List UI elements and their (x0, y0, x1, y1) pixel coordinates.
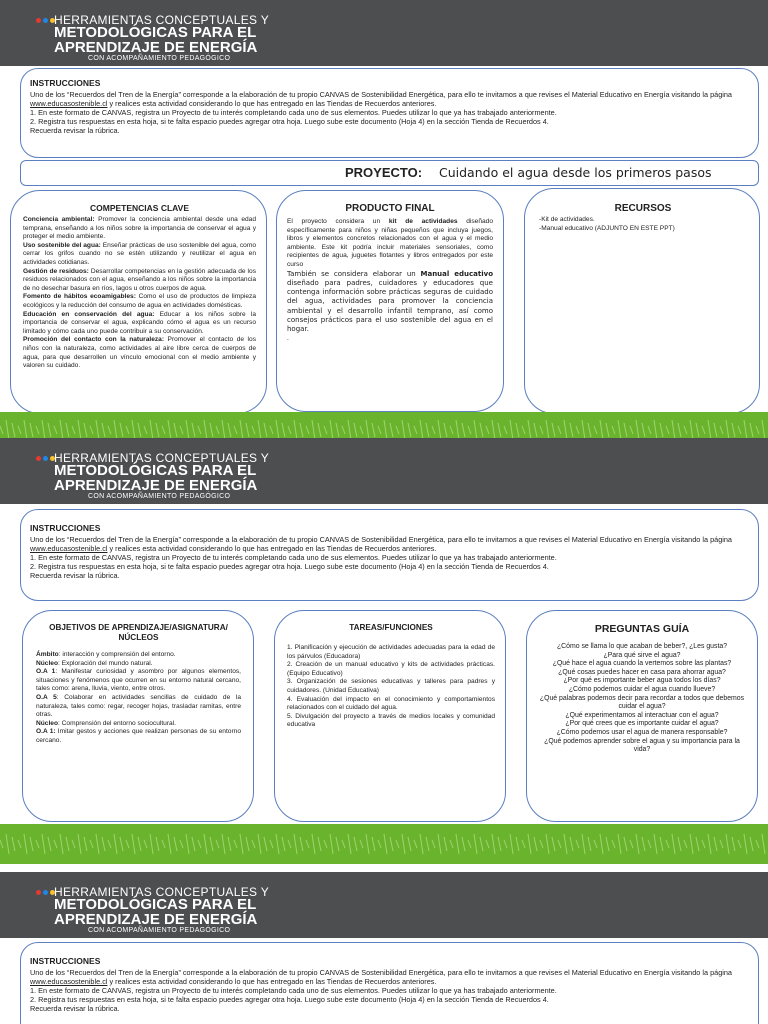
pregunta-item: ¿Para qué sirve el agua? (603, 651, 681, 659)
objetivo-item: O.A 1: Manifestar curiosidad y asombro por algunos elementos, situaciones y fenómenos que ocurren en su entorno natural cercano, tales como: arena, lluvia, viento, entre otros. (36, 668, 242, 693)
instructions-step-2: 2. Registra tus respuestas en esta hoja, si te falta espacio puedes agregar otra hoja. Luego sube este documento (Hoja 4) en la sección Tienda de Recuerdos 4. (30, 562, 549, 571)
tareas-box (274, 610, 506, 822)
instructions-step-2: 2. Registra tus respuestas en esta hoja, si te falta espacio puedes agregar otra hoja. Luego sube este documento (Hoja 4) en la sección Tienda de Recuerdos 4. (30, 117, 549, 126)
instructions-box (20, 68, 759, 158)
objetivos-title: OBJETIVOS DE APRENDIZAJE/ASIGNATURA/ NÚCLEOS (49, 623, 228, 642)
tareas-item: 1. Planificación y ejecución de actividades adecuadas para la edad de los párvulos (Educadora) (287, 644, 495, 660)
header-line1: HERRAMIENTAS CONCEPTUALES Y (54, 451, 270, 465)
tareas-item: 4. Evaluación del impacto en el conocimiento y comportamientos relacionados con el cuidado del agua. (287, 695, 495, 712)
competencias-list (23, 216, 256, 371)
logo-dots-icon (36, 890, 55, 895)
pregunta-item: ¿Qué cosas puedes hacer en casa para ahorrar agua? (558, 668, 726, 676)
objetivo-item: O.A 5: Colaborar en actividades sencillas de cuidado de la naturaleza, tales como: regar, recoger hojas, trasladar ramitas, entre otras. (36, 693, 241, 719)
tareas-title: TAREAS/FUNCIONES (349, 623, 433, 632)
header-line1: HERRAMIENTAS CONCEPTUALES Y (54, 885, 270, 899)
pregunta-item: ¿Por qué crees que es importante cuidar el agua? (565, 720, 719, 728)
competencia-item: Gestión de residuos: Desarrollar competencias en la gestión adecuada de los residuos relacionados con el agua, enseñando a los niños sobre la importancia de no desechar basura en ríos, lagos u otros cuerpos de agua. (23, 267, 256, 292)
competencias-box (10, 190, 267, 414)
logo-dots-icon (36, 456, 55, 461)
producto-paragraph-2: También se considera elaborar un Manual educativo diseñado para padres, cuidadores y educadores que contenga información sobre prácticas seguras de cuidado del agua, actividades para promover la conciencia ambiental y el desarrollo infantil temprano, así como consejos prácticos para el uso sostenible del agua en el hogar. (287, 269, 494, 334)
tareas-item: 5. Divulgación del proyecto a través de medios locales y comunidad educativa (287, 712, 495, 729)
project-value: Cuidando el agua desde los primeros pasos (439, 165, 712, 180)
instructions-box (20, 942, 759, 1024)
instructions-rubric-note: Recuerda revisar la rúbrica. (30, 1004, 120, 1013)
pregunta-item: ¿Qué experimentamos al interactuar con el agua? (565, 711, 719, 719)
objetivo-item: Ámbito: interacción y comprensión del entorno. (36, 651, 176, 658)
project-label: PROYECTO: (345, 165, 423, 180)
instructions-title: INSTRUCCIONES (30, 956, 101, 966)
pregunta-item: ¿Cómo podemos cuidar el agua cuando llueve? (568, 685, 716, 693)
recursos-item: -Kit de actividades. (539, 216, 595, 223)
producto-paragraph-3: . (287, 334, 289, 342)
tareas-item: 2. Creación de un manual educativo y kits de actividades prácticas. (Equipo Educativo) (287, 661, 495, 677)
header-line2: METODOLÓGICAS PARA EL (54, 462, 257, 479)
instructions-title: INSTRUCCIONES (30, 523, 101, 533)
header-banner (0, 0, 768, 66)
preguntas-title: PREGUNTAS GUÍA (594, 623, 690, 635)
objetivo-item: Núcleo: Exploración del mundo natural. (36, 659, 153, 667)
header-line2: METODOLÓGICAS PARA EL (54, 896, 257, 913)
competencias-title: COMPETENCIAS CLAVE (89, 203, 190, 213)
instructions-step-1: 1. En este formato de CANVAS, registra un Proyecto de tu interés completando cada uno de sus elementos. Puedes utilizar lo que ya has trabajado anteriormente. (30, 108, 557, 117)
header-line4: CON ACOMPAÑAMIENTO PEDAGÓGICO (88, 493, 231, 500)
educasostenible-link[interactable]: www.educasostenible.cl (30, 544, 108, 553)
pregunta-item: ¿Qué palabras podemos decir para recordar a todos que debemos cuidar el agua? (539, 694, 745, 711)
project-bar (20, 160, 759, 186)
recursos-box (524, 188, 760, 414)
competencia-item: Fomento de hábitos ecoamigables: Como el uso de productos de limpieza ecológicos y la reducción del consumo de agua en actividades domésticas. (23, 293, 256, 309)
instructions-box (20, 509, 759, 601)
competencia-item: Educación en conservación del agua: Educar a los niños sobre la importancia de conservar el agua, explicando cómo el agua es un recurso limitado y cómo cada uno puede contribuir a su conservación. (23, 310, 256, 335)
instructions-paragraph: Uno de los “Recuerdos del Tren de la Energía” corresponde a la elaboración de tu propio CANVAS de Sostenibilidad Energética, para ello te invitamos a que revises el Material Educativo en Energía visitando la página www.educasostenible.cl y realices esta actividad considerando lo que has entregado en las Tiendas de Recuerdos anteriores. (30, 968, 732, 986)
header-line3: APRENDIZAJE DE ENERGÍA (54, 477, 258, 494)
competencia-item: Uso sostenible del agua: Enseñar prácticas de uso sostenible del agua, como cerrar los grifos cuando no se estén utilizando y reutilizar el agua en actividades cotidianas. (23, 241, 256, 266)
instructions-title: INSTRUCCIONES (30, 78, 101, 88)
instructions-step-1: 1. En este formato de CANVAS, registra un Proyecto de tu interés completando cada uno de sus elementos. Puedes utilizar lo que ya has trabajado anteriormente. (30, 986, 557, 995)
header-line4: CON ACOMPAÑAMIENTO PEDAGÓGICO (88, 927, 231, 934)
pregunta-item: ¿Qué podemos aprender sobre el agua y su importancia para la vida? (544, 737, 740, 754)
green-band (0, 824, 768, 864)
educasostenible-link[interactable]: www.educasostenible.cl (30, 977, 108, 986)
instructions-step-2: 2. Registra tus respuestas en esta hoja, si te falta espacio puedes agregar otra hoja. Luego sube este documento (Hoja 4) en la sección Tienda de Recuerdos 4. (30, 995, 549, 1004)
pregunta-item: ¿Qué hace el agua cuando la vertemos sobre las plantas? (552, 660, 732, 668)
objetivos-box (22, 610, 254, 822)
preguntas-box (526, 610, 758, 822)
header-line2: METODOLÓGICAS PARA EL (54, 24, 257, 41)
instructions-rubric-note: Recuerda revisar la rúbrica. (30, 571, 120, 580)
objetivo-item: O.A 1: Imitar gestos y acciones que realizan personas de su entorno cercano. (36, 728, 241, 744)
header-line3: APRENDIZAJE DE ENERGÍA (54, 911, 258, 928)
producto-final-box (276, 190, 504, 412)
competencia-item: Promoción del contacto con la naturaleza: Promover el contacto de los niños con la naturaleza, como actividades al aire libre cerca de cuerpos de agua, para que desarrollen un vínculo emocional con el medio ambiente y valoren su cuidado. (23, 336, 256, 370)
instructions-rubric-note: Recuerda revisar la rúbrica. (30, 126, 120, 135)
header-banner (0, 438, 768, 504)
header-line1: HERRAMIENTAS CONCEPTUALES Y (54, 13, 270, 27)
logo-dots-icon (36, 18, 55, 23)
competencia-item: Conciencia ambiental: Promover la conciencia ambiental desde una edad temprana, enseñando a los niños sobre la importancia de conservar el agua y proteger el medio ambiente. (23, 216, 256, 241)
header-line4: CON ACOMPAÑAMIENTO PEDAGÓGICO (88, 55, 231, 62)
educasostenible-link[interactable]: www.educasostenible.cl (30, 99, 108, 108)
header-line3: APRENDIZAJE DE ENERGÍA (54, 39, 258, 56)
header-banner (0, 872, 768, 938)
instructions-paragraph: Uno de los “Recuerdos del Tren de la Energía” corresponde a la elaboración de tu propio CANVAS de Sostenibilidad Energética, para ello te invitamos a que revises el Material Educativo en Energía visitando la página www.educasostenible.cl y realices esta actividad considerando lo que has entregado en las Tiendas de Recuerdos anteriores. (30, 90, 732, 108)
tareas-item: 3. Organización de sesiones educativas y talleres para padres y cuidadores. (Unidad Educativa) (287, 678, 495, 694)
pregunta-item: ¿Cómo podemos usar el agua de manera responsable? (556, 728, 728, 736)
pregunta-item: ¿Por qué es importante beber agua todos los días? (563, 677, 721, 685)
instructions-step-1: 1. En este formato de CANVAS, registra un Proyecto de tu interés completando cada uno de sus elementos. Puedes utilizar lo que ya has trabajado anteriormente. (30, 553, 557, 562)
recursos-title: RECURSOS (614, 203, 672, 214)
producto-paragraph-1: El proyecto considera un kit de actividades diseñado específicamente para niños y niñas pequeños que incluya juegos, libros y elementos concretos relacionados con el agua y el medio ambiente. Este kit podría incluir materiales sensoriales, como recipientes de agua, juguetes flotantes y libros entregados por este curso (287, 218, 493, 268)
pregunta-item: ¿Cómo se llama lo que acaban de beber?, ¿Les gusta? (556, 643, 728, 650)
recursos-item: -Manual educativo (ADJUNTO EN ESTE PPT) (539, 224, 675, 232)
wave-pattern-icon (0, 824, 768, 864)
objetivo-item: Núcleo: Comprensión del entorno sociocultural. (36, 719, 177, 727)
instructions-paragraph: Uno de los “Recuerdos del Tren de la Energía” corresponde a la elaboración de tu propio CANVAS de Sostenibilidad Energética, para ello te invitamos a que revises el Material Educativo en Energía visitando la página www.educasostenible.cl y realices esta actividad considerando lo que has entregado en las Tiendas de Recuerdos anteriores. (30, 535, 732, 553)
producto-title: PRODUCTO FINAL (345, 203, 435, 214)
objetivos-list (36, 651, 241, 746)
